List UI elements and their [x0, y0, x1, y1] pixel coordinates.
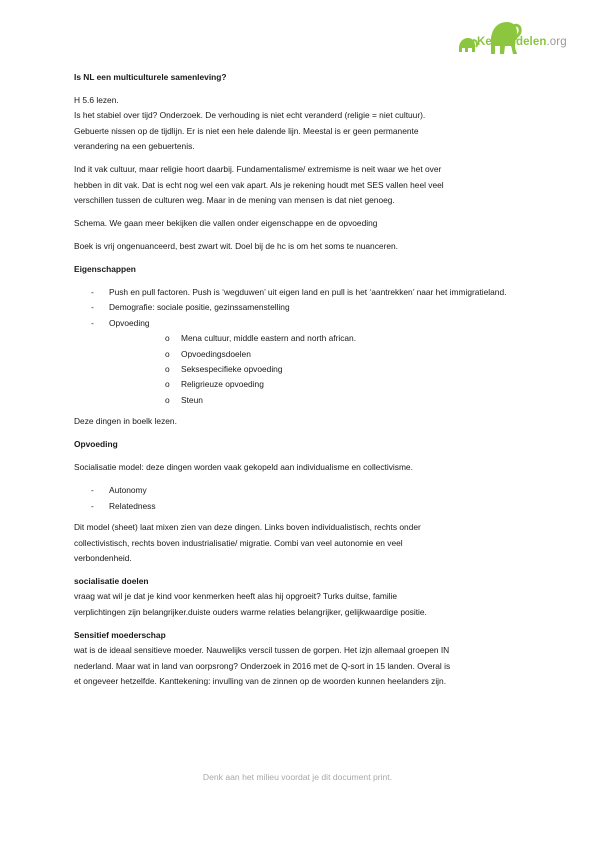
- list-item: [74, 316, 534, 408]
- paragraph-line: vraag wat wil je dat je kind voor kenmerken heeft alas hij opgroeit? Turks duitse, familie: [74, 591, 398, 602]
- paragraph-line: verandering na een gebuertenis.: [74, 141, 195, 152]
- document-title: Is NL een multiculturele samenleving?: [74, 72, 227, 82]
- document-body: [74, 70, 534, 697]
- kennisdelen-logo: [457, 14, 575, 58]
- sublist-item: [109, 331, 534, 346]
- paragraph-line: H 5.6 lezen.: [74, 95, 119, 105]
- list-item: [74, 285, 534, 300]
- list-dash: -: [91, 287, 94, 298]
- list-item: [74, 499, 534, 514]
- sublist-opvoeding: [109, 331, 534, 408]
- paragraph-line: hebben in dit vak. Dat is echt nog wel een vak apart. Als je rekening houdt met SES vallen heel veel: [74, 179, 444, 190]
- paragraph-line: et ongeveer hetzelfde. Kanttekening: invulling van de zinnen op de woorden kunnen heelanders zijn.: [74, 675, 447, 686]
- paragraph-book: Boek is vrij ongenuanceerd, best zwart wit. Doel bij de hc is om het soms te nuanceren.: [74, 241, 398, 252]
- paragraph-line: collectivistisch, rechts boven industrialisatie/ migratie. Combi van veel autonomie en veel: [74, 537, 403, 548]
- sublist-item: [109, 377, 534, 392]
- list-item-text: Opvoeding: [109, 317, 150, 328]
- sublist-item-text: Steun: [181, 394, 203, 405]
- paragraph-line: verbondenheid.: [74, 552, 132, 563]
- list-item-text: Demografie: sociale positie, gezinssamenstelling: [109, 302, 290, 313]
- sublist-item: [109, 347, 534, 362]
- paragraph-line: Is het stabiel over tijd? Onderzoek. De verhouding is niet echt veranderd (religie = niet cultuur).: [74, 110, 426, 121]
- list-item-text: Relatedness: [109, 500, 156, 511]
- paragraph-schema: Schema. We gaan meer bekijken die vallen onder eigenschappe en de opvoeding: [74, 218, 378, 229]
- list-item: [74, 483, 534, 498]
- sublist-item-text: Seksespecifieke opvoeding: [181, 364, 283, 375]
- paragraph-religion: [74, 162, 534, 208]
- list-dash: -: [91, 302, 94, 313]
- paragraph-line: Dit model (sheet) laat mixen zien van deze dingen. Links boven individualistisch, rechts onder: [74, 522, 421, 533]
- paragraph-line: nederland. Maar wat in land van oorpsrong? Onderzoek in 2016 met de Q-sort in 15 landen. Overal is: [74, 660, 451, 671]
- heading-socialisatie-doelen: socialisatie doelen: [74, 575, 149, 586]
- sublist-item-text: Opvoedingsdoelen: [181, 348, 251, 359]
- sublist-item: [109, 362, 534, 377]
- paragraph-boek: Deze dingen in boelk lezen.: [74, 416, 177, 427]
- logo-tld: .org: [546, 36, 567, 48]
- sublist-bullet: o: [165, 333, 170, 344]
- paragraph-line: wat is de ideaal sensitieve moeder. Nauwelijks verscil tussen de gorpen. Het izjn allemaal groepen IN: [74, 645, 450, 656]
- sublist-item: [109, 393, 534, 408]
- list-dash: -: [91, 500, 94, 511]
- heading-opvoeding: Opvoeding: [74, 439, 118, 450]
- paragraph-socialisatie-model: Socialisatie model: deze dingen worden vaak gekopeld aan individualisme en collectivisme.: [74, 462, 413, 473]
- heading-eigenschappen: Eigenschappen: [74, 264, 136, 275]
- list-item: [74, 300, 534, 315]
- heading-sensitief-moederschap: Sensitief moederschap: [74, 629, 166, 640]
- list-socialisatie: [74, 483, 534, 514]
- list-dash: -: [91, 317, 94, 328]
- footer-note: Denk aan het milieu voordat je dit document print.: [202, 772, 393, 782]
- list-dash: -: [91, 485, 94, 496]
- logo-brand: Kennisdelen: [477, 36, 547, 48]
- paragraph-socialisatie-doelen: [74, 589, 534, 620]
- sublist-bullet: o: [165, 364, 170, 375]
- paragraph-line: Ind it vak cultuur, maar religie hoort daarbij. Fundamentalisme/ extremisme is neit waar we het over: [74, 164, 442, 175]
- sublist-item-text: Religrieuze opvoeding: [181, 379, 264, 390]
- paragraph-line: Gebuerte nissen op de tijdlijn. Er is niet een hele dalende lijn. Meestal is er geen permanente: [74, 125, 419, 136]
- sublist-bullet: o: [165, 379, 170, 390]
- paragraph-intro: [74, 93, 534, 155]
- paragraph-sensitief: [74, 643, 534, 689]
- list-item-text: Autonomy: [109, 485, 147, 496]
- sublist-bullet: o: [165, 394, 170, 405]
- list-item-text: Push en pull factoren. Push is ‘wegduwen’ uit eigen land en pull is het ‘aantrekken’ naar het immigratieland.: [109, 287, 507, 298]
- sublist-bullet: o: [165, 348, 170, 359]
- paragraph-line: verplichtingen zijn belangrijker.duiste ouders warme relaties belangrijker, gelijkwaardige positie.: [74, 606, 427, 617]
- paragraph-line: verschillen tussen de culturen weg. Maar in de mening van mensen is dat niet genoeg.: [74, 195, 395, 206]
- list-eigenschappen: [74, 285, 534, 408]
- logo-wordmark: [477, 36, 567, 48]
- paragraph-model: [74, 520, 534, 566]
- sublist-item-text: Mena cultuur, middle eastern and north african.: [181, 333, 357, 344]
